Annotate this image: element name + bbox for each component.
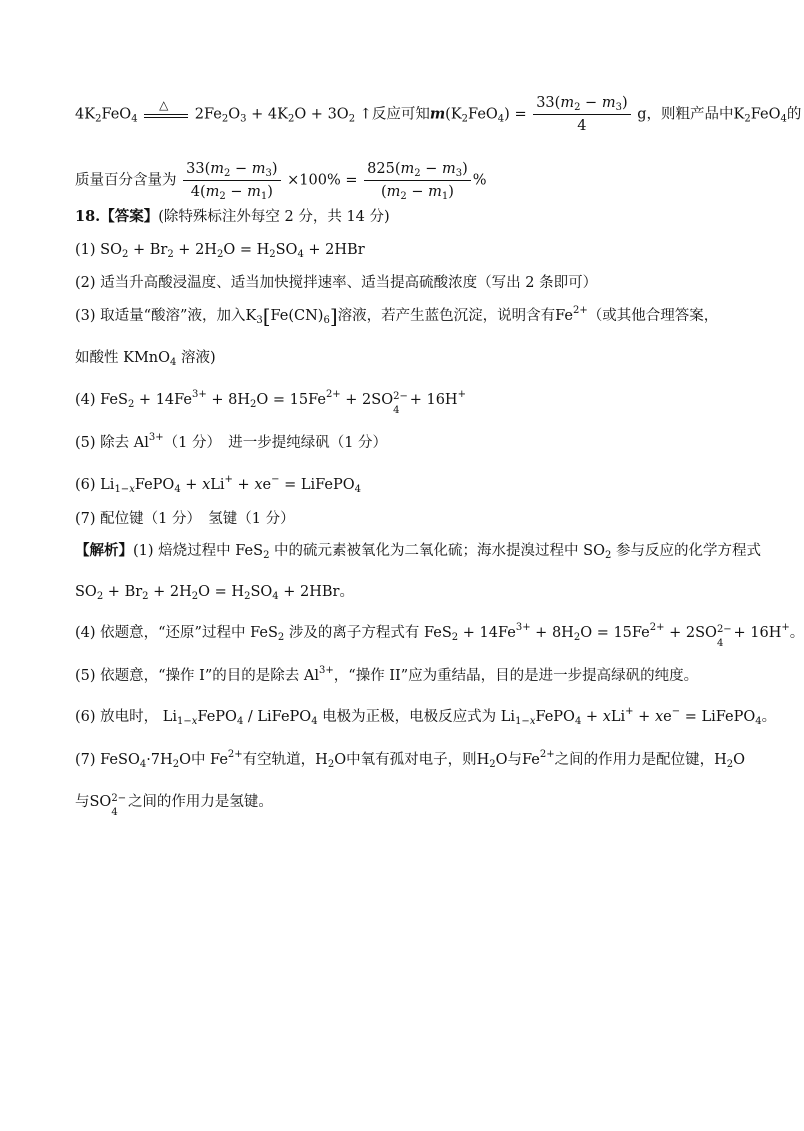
p4-b: 涉及的离子方程式有 <box>288 625 420 641</box>
answer-3-cont: 如酸性 KMnO$_4$ 溶液) <box>75 350 216 368</box>
answer-2: (2) 适当升高酸浸温度、适当加快搅拌速率、适当提高硫酸浓度（写出 2 条即可） <box>75 275 598 291</box>
eq-left: 4K <box>75 106 96 123</box>
p6-a: (6) 放电时， <box>75 709 159 725</box>
p7-c: 有空轨道， <box>242 752 316 768</box>
p7-b: 中 <box>190 752 206 768</box>
analysis-4: (4) 依题意，“还原”过程中 FeS$_2$ 涉及的离子方程式有 $FeS_2 + 14Fe^{3+} + 8H_2O = 15Fe^{2+} + 2SO$ 2− 4 + 16H+。 <box>75 622 804 649</box>
analysis-heading: 【解析】 <box>75 542 133 559</box>
a5-label: (5) 除去 <box>75 435 130 451</box>
p5-a: (5) 依题意，“操作 I”的目的是除去 <box>75 668 300 684</box>
p4-a: (4) 依题意，“还原”过程中 <box>75 625 246 641</box>
a3-label: (3) 取适量“酸溶”液，加入 <box>75 308 246 324</box>
answer-heading-label: 18.【答案】 <box>75 208 159 225</box>
eq-right: 2Fe <box>194 106 222 123</box>
answer-5: (5) 除去 $Al^{3+}(1$ 分） 进一步提纯绿矾（1 分） <box>75 432 388 451</box>
p7-a: (7) <box>75 752 96 768</box>
a3-end: （或其他合理答案， <box>587 308 719 324</box>
answer-heading-note: (除特殊标注外每空 2 分，共 14 分) <box>158 209 390 225</box>
heat-icon: △ <box>159 97 169 112</box>
p7-h: 之间的作用力是氢键。 <box>127 794 273 810</box>
percentage-line <box>75 160 487 201</box>
p7-d: 中氧有孤对电子，则 <box>346 752 477 768</box>
pct-den1: 4 <box>190 184 200 200</box>
answer-3: (3) 取适量“酸溶”液，加入$K_3[Fe(CN)_6]$溶液，若产生蓝色沉淀，说明含有$Fe^{2+}$（或其他合理答案， <box>75 304 719 328</box>
p1-a: (1) 焙烧过程中 <box>133 543 231 559</box>
pct-percent: % <box>472 172 487 189</box>
analysis-1: 【解析】(1) 焙烧过程中 FeS$_2$ 中的硫元素被氧化为二氧化硫；海水提溴过程中 $SO_2$ 参与反应的化学方程式 <box>75 542 761 561</box>
answer-6: (6) $Li_{1-x}FePO_4 + xLi^+ + xe^-$ = LiFePO$_4$ <box>75 474 361 495</box>
answer-4: (4) $FeS_2 + 14Fe^{3+} + 8H_2O = 15Fe^{2+} + 2SO$ 2− 4 + 16H+ <box>75 389 466 416</box>
pct-mult: ×100% = <box>287 172 358 189</box>
answer-1: (1) $SO_2 + Br_2 + 2H_2O = H_2SO_4 + 2HBr$ <box>75 242 365 260</box>
p7-f: 之间的作用力是配位键， <box>554 752 715 768</box>
pct-num1: 33 <box>186 161 205 177</box>
answer-7: (7) 配位键（1 分） 氢键（1 分） <box>75 511 295 527</box>
heat-equals-sign <box>142 97 190 125</box>
frac-num: 33 <box>536 95 555 111</box>
answer-heading <box>75 207 390 227</box>
eq-tail-text: 反应可知 <box>371 106 430 123</box>
analysis-5: (5) 依题意，“操作 I”的目的是除去 $Al^{3+}$，“操作 II”应为重结晶，目的是进一步提高绿矾的纯度。 <box>75 665 699 684</box>
p7-e: 与 <box>507 752 523 768</box>
a4-label: (4) <box>75 392 96 408</box>
p1-c: 参与反应的化学方程式 <box>615 543 761 559</box>
pct-fraction-1: $\frac{33(m_2 - m_3)}{4(m_2 - m_1)}$ <box>183 160 280 201</box>
a3-cont-end: 溶液) <box>181 350 216 366</box>
frac-den: 4 <box>577 118 587 134</box>
analysis-7: (7) $FeSO_4\cdot 7H_2O$中 $Fe^{2+}$有空轨道，$H_2O$中氧有孤对电子，则$H_2O$与$Fe^{2+}$之间的作用力是配位键，$H_2O$ <box>75 749 746 770</box>
pct-num2: 825 <box>367 161 395 177</box>
p6-end: 。 <box>761 709 777 725</box>
p4-end: 。 <box>789 625 804 641</box>
p5-b: ，“操作 II”应为重结晶，目的是进一步提高绿矾的纯度。 <box>333 668 699 684</box>
analysis-7-cont: 与SO 2− 4 之间的作用力是氢键。 <box>75 793 273 818</box>
a6-label: (6) <box>75 477 96 493</box>
a3-cont: 如酸性 <box>75 350 119 366</box>
a1-label: (1) <box>75 242 96 258</box>
p1-end: 。 <box>339 584 354 600</box>
pct-label: 质量百分含量为 <box>75 172 177 189</box>
p7-g: 与 <box>75 794 90 810</box>
equation-decomposition: $4K_2FeO_4$ △ $2Fe_2O_3 + 4K_2O + 3O_2$ ↑反应可知$m(K_2FeO_4)$ = $\frac{33(m_2 - m_3)}{4}$ g，则粗产品中$K_2FeO_4$的 <box>75 95 802 134</box>
eq-end: 的 <box>786 106 802 123</box>
p1-b: 中的硫元素被氧化为二氧化硫；海水提溴过程中 <box>274 543 579 559</box>
a3-mid: 溶液，若产生蓝色沉淀，说明含有 <box>337 308 556 324</box>
p6-b: 电极为正极，电极反应式为 <box>322 709 497 725</box>
eq-after: g，则粗产品中 <box>637 106 734 123</box>
analysis-6: (6) 放电时， $Li_{1-x}FePO_4$ / LiFePO$_4$ 电极为正极，电极反应式为 $Li_{1-x}FePO_4 + xLi^+ + xe^-$ = LiFePO$_4$。 <box>75 706 777 727</box>
mass-fraction: $\frac{33(m_2 - m_3)}{4}$ <box>533 94 630 135</box>
pct-fraction-2: $\frac{825(m_2 - m_3)}{(m_2 - m_1)}$ <box>364 160 471 201</box>
a5-mid: （1 分） 进一步提纯绿矾（1 分） <box>163 435 388 451</box>
analysis-1-eq: $SO_2 + Br_2 + 2H_2O = H_2SO_4 + 2HBr$。 <box>75 584 354 602</box>
